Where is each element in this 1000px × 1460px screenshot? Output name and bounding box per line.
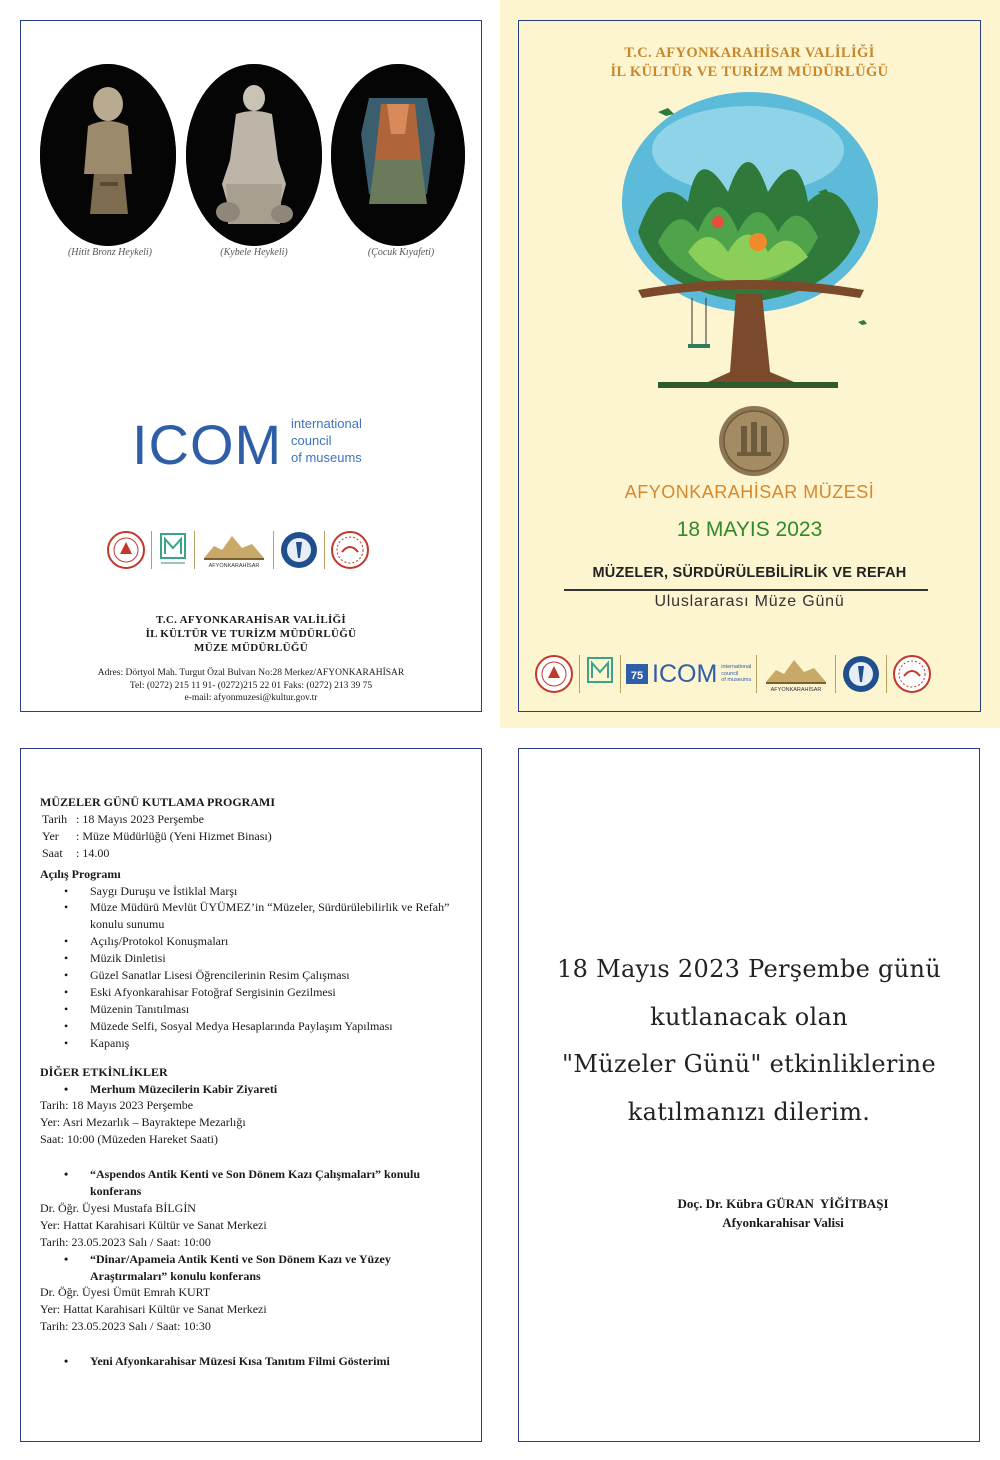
- conference-1: [64, 1166, 470, 1200]
- icom-logo-text: international council of museums: [291, 416, 362, 465]
- celebration-program: [40, 794, 470, 1370]
- visit-event-title: • Merhum Müzecilerin Kabir Ziyareti: [64, 1081, 470, 1098]
- visit-event: [64, 1081, 470, 1098]
- program-info-date: Tarih : 18 Mayıs 2023 Perşembe: [42, 811, 204, 826]
- museum-name: AFYONKARAHİSAR MÜZESİ: [624, 482, 875, 502]
- international-museum-day: Uluslararası Müze Günü: [654, 593, 845, 610]
- museum-directorate-icon: [585, 654, 615, 694]
- list-item: • Müze Müdürü Mevlüt ÜYÜMEZ’in “Müzeler, Sürdürülebilirlik ve Refah” konulu sunumu: [64, 899, 470, 933]
- icom-logo-mark: ICOM: [652, 659, 718, 688]
- conference-2-title: • “Dinar/Apameia Antik Kenti ve Son Dönem Kazı ve Yüzey Araştırmaları” konulu konferans: [64, 1251, 470, 1285]
- film-screening-title: • Yeni Afyonkarahisar Müzesi Kısa Tanıtım Filmi Gösterimi: [64, 1353, 470, 1370]
- caption-child-costume: (Çocuk Kıyafeti): [367, 247, 435, 258]
- education-seal-icon: [330, 530, 370, 570]
- list-item: • Müzenin Tanıtılması: [64, 1001, 470, 1018]
- signer-title: Afyonkarahisar Valisi: [722, 1215, 844, 1230]
- institution-logos: [106, 530, 370, 570]
- afyonkarahisar-castle-icon: [762, 654, 830, 694]
- svg-text:AFYONKARAHİSAR: AFYONKARAHİSAR: [770, 687, 822, 693]
- partner-logos: [534, 654, 932, 694]
- conference-1-speaker: Dr. Öğr. Üyesi Mustafa BİLGİN: [40, 1200, 196, 1215]
- signer-name: Doç. Dr. Kübra GÜRAN YİĞİTBAŞI: [677, 1196, 889, 1211]
- list-item: • Müzede Selfi, Sosyal Medya Hesaplarında Paylaşım Yapılması: [64, 1018, 470, 1035]
- film-screening: [64, 1353, 470, 1370]
- conference-1-title: • “Aspendos Antik Kenti ve Son Dönem Kazı Çalışmaları” konulu konferans: [64, 1166, 470, 1200]
- ancient-coin-icon: [717, 404, 791, 478]
- conference-2-time: Tarih: 23.05.2023 Salı / Saat: 10:30: [40, 1319, 211, 1334]
- ministry-seal-icon: [534, 654, 574, 694]
- opening-program-list: [64, 883, 470, 1052]
- afyonkarahisar-castle-icon: [200, 530, 268, 570]
- bronze-statue-photo: [40, 64, 176, 246]
- museum-directorate-name: T.C. AFYONKARAHİSAR VALİLİĞİ İL KÜLTÜR VE TURİZM MÜDÜRLÜĞÜ MÜZE MÜDÜRLÜĞÜ: [145, 614, 357, 654]
- icom-logo-text: international council of museums: [721, 664, 752, 684]
- ministry-seal-icon: [106, 530, 146, 570]
- opening-program-title: Açılış Programı: [40, 866, 121, 881]
- conference-1-place: Yer: Hattat Karahisari Kültür ve Sanat Merkezi: [40, 1217, 267, 1232]
- signature-block: [600, 1194, 966, 1232]
- museum-directorate-icon: [157, 530, 189, 570]
- university-seal-icon: [841, 654, 881, 694]
- icom-75-badge-icon: [626, 662, 648, 686]
- visit-event-time: Saat: 10:00 (Müzeden Hareket Saati): [40, 1132, 218, 1147]
- caption-kybele-statue: (Kybele Heykeli): [220, 247, 288, 258]
- theme-divider: [564, 589, 928, 591]
- contact-address: Adres: Dörtyol Mah. Turgut Özal Bulvarı No:28 Merkez/AFYONKARAHİSAR Tel: (0272) 215 11 91- (0272)215 22 01 Faks: (0272) 213 39 75 e-mail: afyonmuzesi@kultur.gov.tr: [97, 668, 405, 703]
- svg-text:75: 75: [630, 670, 644, 682]
- program-info-time: Saat : 14.00: [42, 845, 110, 860]
- governorship-title: T.C. AFYONKARAHİSAR VALİLİĞİ İL KÜLTÜR VE TURİZM MÜDÜRLÜĞÜ: [610, 45, 889, 80]
- invitation-text: 18 Mayıs 2023 Perşembe günü kutlanacak olan "Müzeler Günü" etkinliklerine katılmanızı dilerim.: [557, 955, 941, 1126]
- icom-logo-mark: ICOM: [132, 413, 283, 476]
- kybele-statue-photo: [186, 64, 322, 246]
- university-seal-icon: [279, 530, 319, 570]
- event-theme: MÜZELER, SÜRDÜRÜLEBİLİRLİK VE REFAH: [592, 565, 907, 581]
- visit-event-date: Tarih: 18 Mayıs 2023 Perşembe: [40, 1098, 194, 1113]
- program-info-place: Yer : Müze Müdürlüğü (Yeni Hizmet Binası): [42, 828, 272, 843]
- conference-2: [64, 1251, 470, 1285]
- svg-text:AFYONKARAHİSAR: AFYONKARAHİSAR: [208, 563, 260, 569]
- education-seal-icon: [892, 654, 932, 694]
- event-date: 18 MAYIS 2023: [676, 518, 823, 541]
- conference-2-speaker: Dr. Öğr. Üyesi Ümüt Emrah KURT: [40, 1285, 211, 1300]
- list-item: • Kapanış: [64, 1035, 470, 1052]
- caption-bronze-statue: (Hitit Bronz Heykeli): [67, 247, 153, 258]
- list-item: • Açılış/Protokol Konuşmaları: [64, 933, 470, 950]
- program-title: MÜZELER GÜNÜ KUTLAMA PROGRAMI: [40, 795, 276, 809]
- list-item: • Güzel Sanatlar Lisesi Öğrencilerinin Resim Çalışması: [64, 967, 470, 984]
- conference-1-time: Tarih: 23.05.2023 Salı / Saat: 10:00: [40, 1234, 211, 1249]
- list-item: • Saygı Duruşu ve İstiklal Marşı: [64, 883, 470, 900]
- list-item: • Müzik Dinletisi: [64, 950, 470, 967]
- conference-2-place: Yer: Hattat Karahisari Kültür ve Sanat Merkezi: [40, 1302, 267, 1317]
- visit-event-place: Yer: Asri Mezarlık – Bayraktepe Mezarlığı: [40, 1115, 246, 1130]
- other-events-title: DİĞER ETKİNLİKLER: [40, 1064, 168, 1079]
- tree-illustration: [598, 82, 903, 394]
- child-costume-photo: [331, 64, 465, 246]
- list-item: • Eski Afyonkarahisar Fotoğraf Sergisinin Gezilmesi: [64, 984, 470, 1001]
